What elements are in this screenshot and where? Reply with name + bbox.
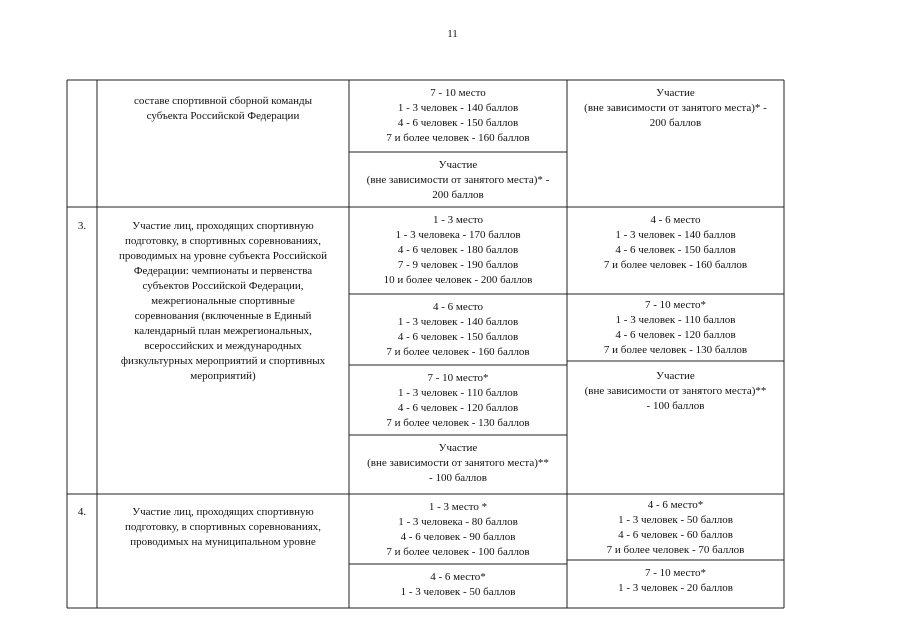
row-1-col-a-cell-1: 7 - 10 место 1 - 3 человек - 140 баллов 4 - 6 человек - 150 баллов 7 и более человек - 160 баллов (386, 87, 530, 144)
row-3-col-b-cell-3: Участие (вне зависимости от занятого места)** - 100 баллов (584, 370, 767, 412)
row-3-col-b-cell-1: 4 - 6 место 1 - 3 человек - 140 баллов 4 - 6 человек - 150 баллов 7 и более человек - 160 баллов (603, 214, 748, 271)
row-3-col-a-cell-2: 4 - 6 место 1 - 3 человек - 140 баллов 4 - 6 человек - 150 баллов 7 и более человек - 160 баллов (386, 301, 530, 358)
row-4-description: Участие лиц, проходящих спортивную подготовку, в спортивных соревнованиях, проводимых на муниципальном уровне (124, 506, 322, 548)
row-1-col-b-cell-1: Участие (вне зависимости от занятого места)* - 200 баллов (584, 87, 767, 129)
row-4-col-b-cell-1: 4 - 6 место* 1 - 3 человек - 50 баллов 4 - 6 человек - 60 баллов 7 и более человек - 70 баллов (606, 499, 745, 556)
row-4-col-a-cell-2: 4 - 6 место* 1 - 3 человек - 50 баллов (400, 571, 516, 598)
page-number: 11 (447, 28, 458, 40)
row-1-col-a-cell-2: Участие (вне зависимости от занятого места)* - 200 баллов (366, 159, 550, 201)
row-3-col-b-cell-2: 7 - 10 место* 1 - 3 человек - 110 баллов 4 - 6 человек - 120 баллов 7 и более человек - 130 баллов (603, 299, 748, 356)
row-3-col-a-cell-1: 1 - 3 место 1 - 3 человека - 170 баллов 4 - 6 человек - 180 баллов 7 - 9 человек - 190 баллов 10 и более человек - 200 баллов (383, 214, 533, 286)
row-3-description: Участие лиц, проходящих спортивную подготовку, в спортивных соревнованиях, проводимых на уровне субъекта Российской Федерации: чемпионаты и первенства субъектов Российской Федерации, межрегиональные спортивные соревнования (включенные в Единый календарный план межрегиональных, всероссийских и международных физкультурных мероприятий и спортивных мероприятий) (119, 220, 327, 382)
row-4-col-a-cell-1: 1 - 3 место * 1 - 3 человека - 80 баллов 4 - 6 человек - 90 баллов 7 и более человек - 100 баллов (386, 501, 530, 558)
row-4-col-b-cell-2: 7 - 10 место* 1 - 3 человек - 20 баллов (618, 567, 733, 594)
row-3-number: 3. (77, 220, 87, 232)
row-3-col-a-cell-4: Участие (вне зависимости от занятого места)** - 100 баллов (367, 442, 549, 484)
row-1-description: составе спортивной сборной команды субъекта Российской Федерации (133, 95, 312, 122)
row-4-number: 4. (77, 506, 87, 518)
row-3-col-a-cell-3: 7 - 10 место* 1 - 3 человек - 110 баллов 4 - 6 человек - 120 баллов 7 и более человек - 130 баллов (386, 372, 530, 429)
